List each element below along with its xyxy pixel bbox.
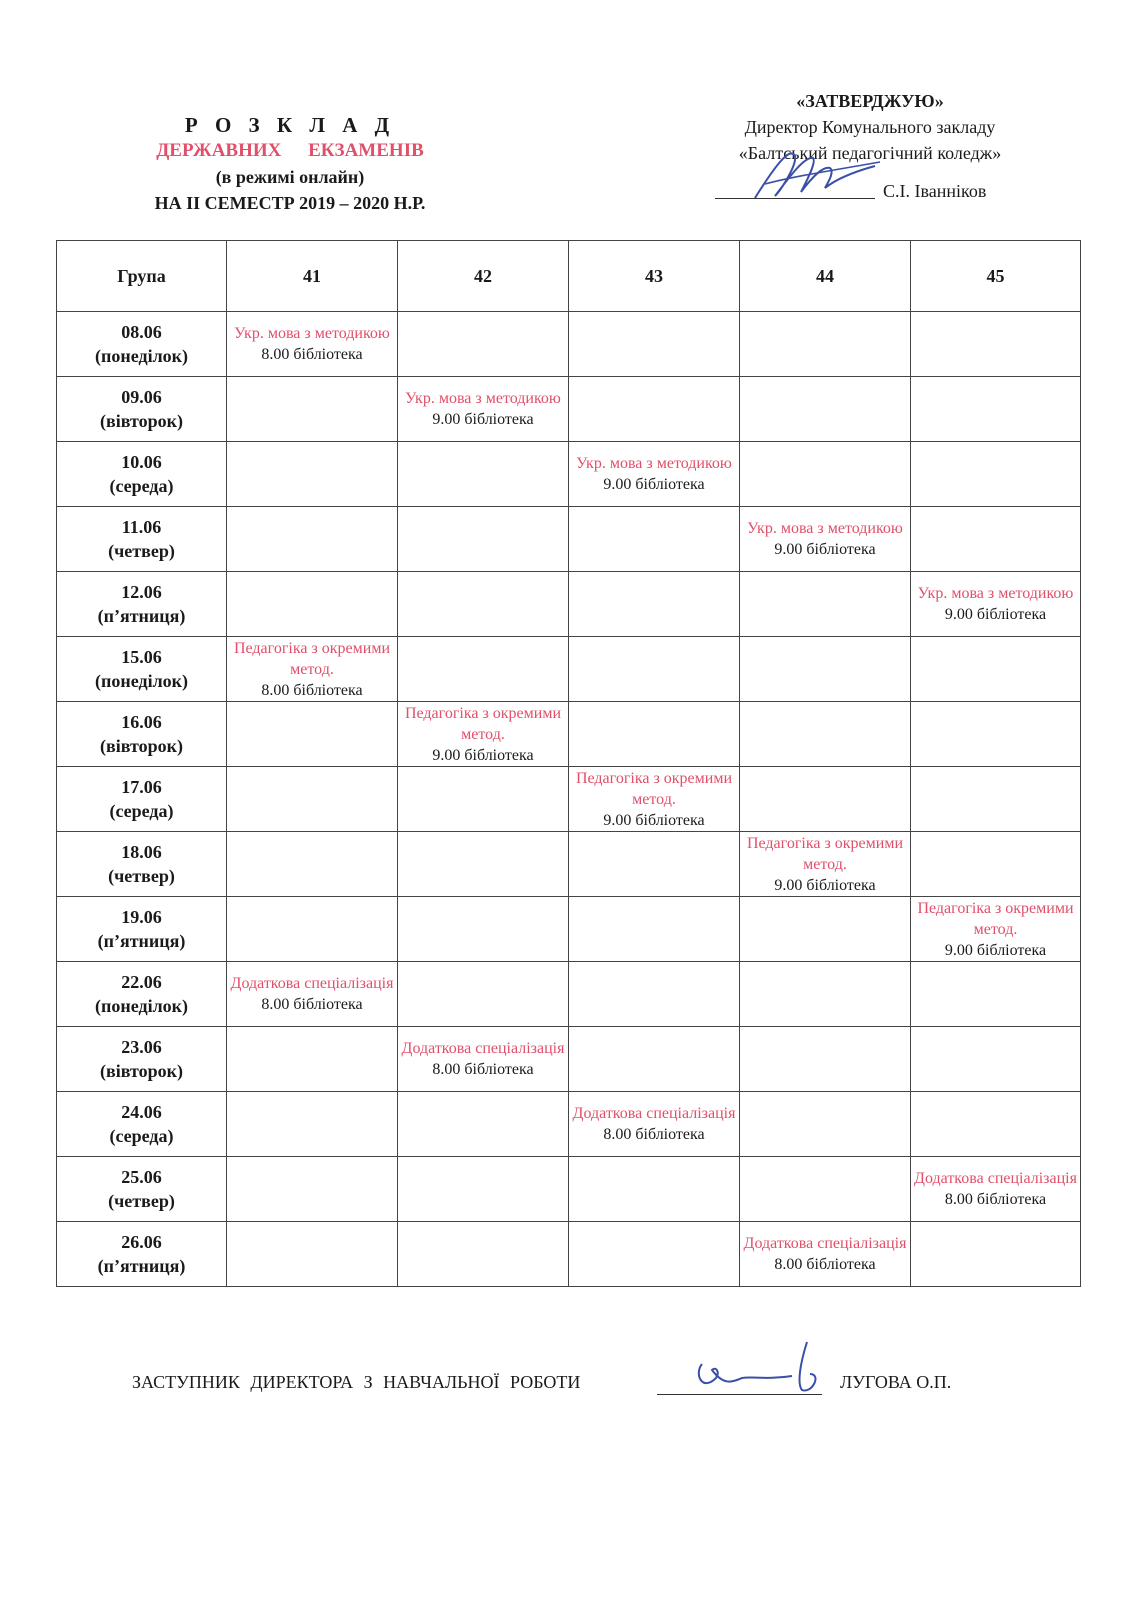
exam-date: 16.06 bbox=[121, 712, 162, 732]
table-row bbox=[57, 897, 1081, 962]
empty-cell bbox=[740, 702, 911, 767]
exam-time-location: 9.00 бібліотека bbox=[432, 746, 534, 764]
table-row bbox=[57, 1027, 1081, 1092]
empty-cell bbox=[398, 897, 569, 962]
date-cell bbox=[57, 1222, 227, 1287]
group-header: Група bbox=[57, 241, 227, 312]
exam-weekday: (вівторок) bbox=[100, 411, 183, 431]
exam-cell bbox=[569, 442, 740, 507]
table-header-row bbox=[57, 241, 1081, 312]
exam-date: 10.06 bbox=[121, 452, 162, 472]
exam-time-location: 8.00 бібліотека bbox=[774, 1256, 876, 1273]
empty-cell bbox=[911, 377, 1081, 442]
director-name: С.І. Іваннiков bbox=[883, 181, 987, 201]
empty-cell bbox=[398, 507, 569, 572]
exam-time-location: 8.00 бібліотека bbox=[261, 346, 363, 363]
document-title: Р О З К Л А Д bbox=[184, 113, 396, 137]
empty-cell bbox=[398, 1222, 569, 1287]
exam-date: 11.06 bbox=[121, 517, 162, 537]
exam-cell bbox=[398, 702, 569, 767]
date-cell bbox=[57, 377, 227, 442]
exam-weekday: (понеділок) bbox=[94, 671, 189, 691]
date-cell bbox=[57, 832, 227, 897]
exam-date: 08.06 bbox=[121, 322, 162, 342]
group-col-45: 45 bbox=[911, 241, 1081, 312]
empty-cell bbox=[227, 442, 398, 507]
empty-cell bbox=[227, 897, 398, 962]
empty-cell bbox=[911, 1222, 1081, 1287]
empty-cell bbox=[740, 442, 911, 507]
exam-weekday: (середа) bbox=[109, 1126, 174, 1146]
table-row bbox=[57, 1092, 1081, 1157]
table-row bbox=[57, 442, 1081, 507]
empty-cell bbox=[740, 572, 911, 637]
table-row bbox=[57, 832, 1081, 897]
exam-weekday: (понеділок) bbox=[94, 346, 189, 366]
date-cell bbox=[57, 897, 227, 962]
empty-cell bbox=[398, 1092, 569, 1157]
empty-cell bbox=[227, 572, 398, 637]
group-col-43: 43 bbox=[569, 241, 740, 312]
director-signature bbox=[735, 136, 885, 206]
approval-signature-line bbox=[705, 176, 1035, 202]
empty-cell bbox=[911, 832, 1081, 897]
exam-subject: Педагогіка з окремими метод. bbox=[746, 834, 904, 873]
empty-cell bbox=[227, 1027, 398, 1092]
empty-cell bbox=[569, 312, 740, 377]
semester-period: НА ІІ СЕМЕСТР 2019 – 2020 Н.Р. bbox=[154, 193, 426, 213]
approval-block bbox=[705, 88, 1035, 202]
exam-time-location: 8.00 бібліотека bbox=[432, 1061, 534, 1078]
empty-cell bbox=[911, 1092, 1081, 1157]
empty-cell bbox=[569, 507, 740, 572]
deputy-name: ЛУГОВА О.П. bbox=[840, 1372, 952, 1392]
exam-weekday: (четвер) bbox=[108, 541, 175, 561]
table-row bbox=[57, 572, 1081, 637]
table-row bbox=[57, 507, 1081, 572]
exam-time-location: 8.00 бібліотека bbox=[261, 996, 363, 1013]
empty-cell bbox=[911, 1027, 1081, 1092]
empty-cell bbox=[740, 962, 911, 1027]
exam-cell bbox=[227, 312, 398, 377]
table-row bbox=[57, 767, 1081, 832]
group-col-41: 41 bbox=[227, 241, 398, 312]
date-cell bbox=[57, 442, 227, 507]
exam-cell bbox=[227, 637, 398, 702]
date-cell bbox=[57, 507, 227, 572]
empty-cell bbox=[398, 767, 569, 832]
exam-time-location: 9.00 бібліотека bbox=[603, 476, 705, 493]
exam-subject: Педагогіка з окремими метод. bbox=[233, 639, 391, 678]
date-cell bbox=[57, 637, 227, 702]
date-cell bbox=[57, 1157, 227, 1222]
table-row bbox=[57, 312, 1081, 377]
exam-date: 24.06 bbox=[121, 1102, 162, 1122]
empty-cell bbox=[569, 637, 740, 702]
empty-cell bbox=[569, 832, 740, 897]
exam-subject: Додаткова спеціалізація bbox=[401, 1040, 565, 1057]
empty-cell bbox=[911, 702, 1081, 767]
exam-date: 26.06 bbox=[121, 1232, 162, 1252]
exam-time-location: 9.00 бібліотека bbox=[774, 541, 876, 558]
approval-institution: «Балтський педагогічний коледж» bbox=[738, 143, 1002, 163]
signature-underline bbox=[657, 1394, 822, 1395]
exam-subject: Педагогіка з окремими метод. bbox=[404, 704, 562, 743]
approval-title: «ЗАТВЕРДЖУЮ» bbox=[796, 91, 944, 111]
empty-cell bbox=[911, 312, 1081, 377]
exam-subject: Педагогіка з окремими метод. bbox=[575, 769, 733, 808]
empty-cell bbox=[740, 377, 911, 442]
exam-weekday: (п’ятниця) bbox=[97, 606, 186, 626]
exam-date: 23.06 bbox=[121, 1037, 162, 1057]
empty-cell bbox=[227, 1222, 398, 1287]
exam-date: 25.06 bbox=[121, 1167, 162, 1187]
exam-cell bbox=[569, 1092, 740, 1157]
signature-underline bbox=[715, 198, 875, 199]
exam-cell bbox=[398, 377, 569, 442]
empty-cell bbox=[227, 1157, 398, 1222]
exam-date: 17.06 bbox=[121, 777, 162, 797]
exam-cell bbox=[740, 1222, 911, 1287]
exam-subject: Укр. мова з методикою bbox=[917, 585, 1074, 602]
deputy-position: ЗАСТУПНИК ДИРЕКТОРА З НАВЧАЛЬНОЇ РОБОТИ bbox=[132, 1372, 581, 1392]
exam-weekday: (вівторок) bbox=[100, 736, 183, 756]
empty-cell bbox=[911, 507, 1081, 572]
empty-cell bbox=[227, 377, 398, 442]
exam-cell bbox=[398, 1027, 569, 1092]
empty-cell bbox=[569, 962, 740, 1027]
exam-weekday: (середа) bbox=[109, 476, 174, 496]
empty-cell bbox=[740, 637, 911, 702]
exam-subject: Укр. мова з методикою bbox=[576, 455, 732, 472]
empty-cell bbox=[740, 1027, 911, 1092]
exam-weekday: (четвер) bbox=[108, 866, 175, 886]
table-row bbox=[57, 1222, 1081, 1287]
exam-weekday: (п’ятниця) bbox=[97, 1256, 186, 1276]
empty-cell bbox=[740, 1092, 911, 1157]
table-row bbox=[57, 637, 1081, 702]
exam-date: 18.06 bbox=[121, 842, 162, 862]
empty-cell bbox=[740, 312, 911, 377]
exam-subject: Додаткова спеціалізація bbox=[230, 975, 394, 992]
exam-weekday: (понеділок) bbox=[94, 996, 189, 1016]
date-cell bbox=[57, 962, 227, 1027]
group-col-42: 42 bbox=[398, 241, 569, 312]
group-col-44: 44 bbox=[740, 241, 911, 312]
exam-subject: Додаткова спеціалізація bbox=[572, 1105, 736, 1122]
empty-cell bbox=[911, 962, 1081, 1027]
empty-cell bbox=[227, 1092, 398, 1157]
exam-weekday: (середа) bbox=[109, 801, 174, 821]
exam-cell bbox=[569, 767, 740, 832]
empty-cell bbox=[398, 962, 569, 1027]
empty-cell bbox=[569, 377, 740, 442]
exam-subject: Укр. мова з методикою bbox=[234, 325, 390, 342]
exam-cell bbox=[911, 897, 1081, 962]
exam-time-location: 9.00 бібліотека bbox=[944, 606, 1047, 623]
empty-cell bbox=[398, 572, 569, 637]
exam-cell bbox=[227, 962, 398, 1027]
document-title-block bbox=[80, 112, 500, 216]
exam-subject: Укр. мова з методикою bbox=[405, 390, 561, 407]
exam-weekday: (п’ятниця) bbox=[97, 931, 186, 951]
empty-cell bbox=[569, 897, 740, 962]
exam-cell bbox=[740, 832, 911, 897]
date-cell bbox=[57, 702, 227, 767]
exam-date: 22.06 bbox=[121, 972, 162, 992]
exam-cell bbox=[911, 1157, 1081, 1222]
exam-time-location: 8.00 бібліотека bbox=[603, 1126, 705, 1143]
exam-time-location: 8.00 бібліотека bbox=[944, 1191, 1047, 1208]
empty-cell bbox=[740, 1157, 911, 1222]
empty-cell bbox=[569, 572, 740, 637]
document-subtitle: ДЕРЖАВНИХ ЕКЗАМЕНІВ bbox=[156, 140, 424, 161]
approval-position: Директор Комунального закладу bbox=[744, 117, 996, 137]
exam-time-location: 9.00 бібліотека bbox=[432, 411, 534, 428]
exam-cell bbox=[911, 572, 1081, 637]
date-cell bbox=[57, 767, 227, 832]
empty-cell bbox=[569, 1222, 740, 1287]
empty-cell bbox=[569, 1157, 740, 1222]
empty-cell bbox=[398, 832, 569, 897]
table-row bbox=[57, 377, 1081, 442]
empty-cell bbox=[227, 702, 398, 767]
exam-schedule-table bbox=[56, 240, 1081, 1287]
exam-cell bbox=[740, 507, 911, 572]
empty-cell bbox=[740, 897, 911, 962]
empty-cell bbox=[740, 767, 911, 832]
exam-time-location: 9.00 бібліотека bbox=[944, 941, 1047, 959]
exam-subject: Укр. мова з методикою bbox=[747, 520, 903, 537]
empty-cell bbox=[911, 767, 1081, 832]
empty-cell bbox=[227, 507, 398, 572]
empty-cell bbox=[398, 312, 569, 377]
exam-date: 12.06 bbox=[121, 582, 162, 602]
empty-cell bbox=[398, 1157, 569, 1222]
exam-time-location: 9.00 бібліотека bbox=[603, 811, 705, 829]
date-cell bbox=[57, 1027, 227, 1092]
exam-subject: Педагогіка з окремими метод. bbox=[917, 899, 1074, 938]
table-row bbox=[57, 962, 1081, 1027]
empty-cell bbox=[911, 442, 1081, 507]
empty-cell bbox=[227, 767, 398, 832]
exam-subject: Додаткова спеціалізація bbox=[914, 1170, 1077, 1187]
date-cell bbox=[57, 312, 227, 377]
table-row bbox=[57, 702, 1081, 767]
empty-cell bbox=[398, 442, 569, 507]
exam-date: 09.06 bbox=[121, 387, 162, 407]
exam-time-location: 9.00 бібліотека bbox=[774, 876, 876, 894]
table-row bbox=[57, 1157, 1081, 1222]
empty-cell bbox=[911, 637, 1081, 702]
exam-time-location: 8.00 бібліотека bbox=[261, 681, 363, 699]
exam-weekday: (четвер) bbox=[108, 1191, 175, 1211]
exam-weekday: (вівторок) bbox=[100, 1061, 183, 1081]
exam-date: 19.06 bbox=[121, 907, 162, 927]
exam-date: 15.06 bbox=[121, 647, 162, 667]
empty-cell bbox=[227, 832, 398, 897]
empty-cell bbox=[569, 702, 740, 767]
empty-cell bbox=[569, 1027, 740, 1092]
date-cell bbox=[57, 572, 227, 637]
date-cell bbox=[57, 1092, 227, 1157]
empty-cell bbox=[398, 637, 569, 702]
exam-subject: Додаткова спеціалізація bbox=[743, 1235, 907, 1252]
exam-mode: (в режимі онлайн) bbox=[215, 167, 365, 187]
